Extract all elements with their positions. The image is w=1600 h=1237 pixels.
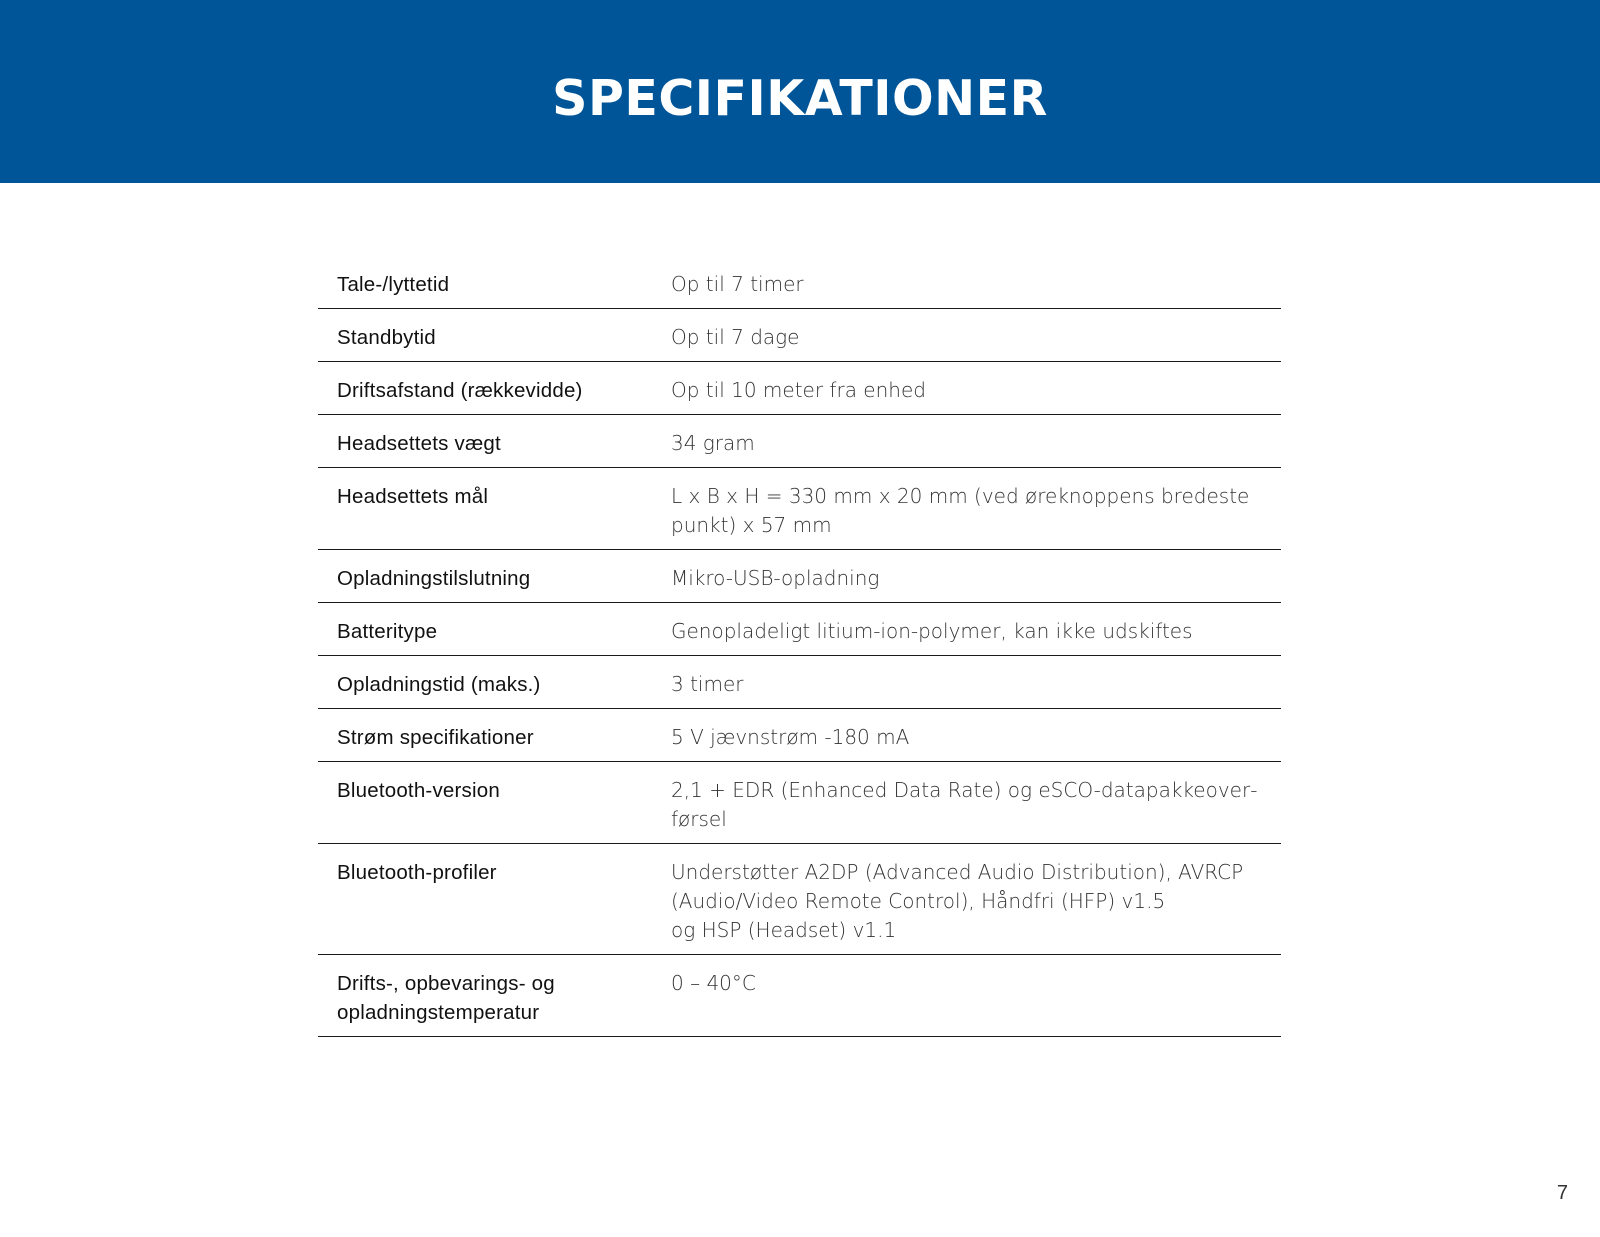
spec-label: Headsettets mål xyxy=(337,485,489,508)
spec-value: Op til 10 meter fra enhed xyxy=(671,378,926,402)
spec-label: Standbytid xyxy=(337,326,436,349)
spec-row xyxy=(318,955,1281,1037)
spec-value: L x B x H = 330 mm x 20 mm (ved øreknoppens bredeste punkt) x 57 mm xyxy=(671,484,1250,537)
spec-row xyxy=(318,468,1281,550)
spec-label: Strøm specifikationer xyxy=(337,726,534,749)
row-divider xyxy=(318,1036,672,1037)
spec-value: Understøtter A2DP (Advanced Audio Distribution), AVRCP (Audio/Video Remote Control), Håndfri (HFP) v1.5 og HSP (Headset) v1.1 xyxy=(671,860,1244,942)
spec-row xyxy=(318,656,1281,709)
spec-label: Opladningstilslutning xyxy=(337,567,531,590)
spec-row xyxy=(318,256,1281,309)
spec-label: Bluetooth-version xyxy=(337,779,500,802)
spec-row xyxy=(318,762,1281,844)
spec-label: Bluetooth-profiler xyxy=(337,861,497,884)
spec-value: 0 – 40°C xyxy=(671,971,756,995)
spec-label: Tale-/lyttetid xyxy=(337,273,450,296)
spec-row xyxy=(318,550,1281,603)
spec-row xyxy=(318,844,1281,955)
spec-value: 34 gram xyxy=(671,431,755,455)
spec-value: 5 V jævnstrøm -180 mA xyxy=(671,725,910,749)
spec-label: Opladningstid (maks.) xyxy=(337,673,541,696)
spec-value: Op til 7 dage xyxy=(671,325,800,349)
spec-table xyxy=(318,256,1281,1037)
page-title: SPECIFIKATIONER xyxy=(552,70,1048,127)
spec-value: 3 timer xyxy=(671,672,744,696)
spec-value: Mikro-USB-opladning xyxy=(671,566,880,590)
spec-label: Batteritype xyxy=(337,620,438,643)
spec-row xyxy=(318,415,1281,468)
spec-value: 2,1 + EDR (Enhanced Data Rate) og eSCO-datapakkeoverførsel xyxy=(671,778,1258,831)
spec-row xyxy=(318,603,1281,656)
spec-label: Headsettets vægt xyxy=(337,432,501,455)
spec-label: Driftsafstand (rækkevidde) xyxy=(337,379,583,402)
spec-label: Drifts-, opbevarings- og opladningstemperatur xyxy=(337,972,555,1024)
spec-row xyxy=(318,709,1281,762)
row-divider xyxy=(672,1036,1281,1037)
spec-value: Genopladeligt litium-ion-polymer, kan ikke udskiftes xyxy=(671,619,1193,643)
spec-row xyxy=(318,309,1281,362)
spec-value: Op til 7 timer xyxy=(671,272,804,296)
spec-row xyxy=(318,362,1281,415)
page-number: 7 xyxy=(1556,1182,1568,1204)
